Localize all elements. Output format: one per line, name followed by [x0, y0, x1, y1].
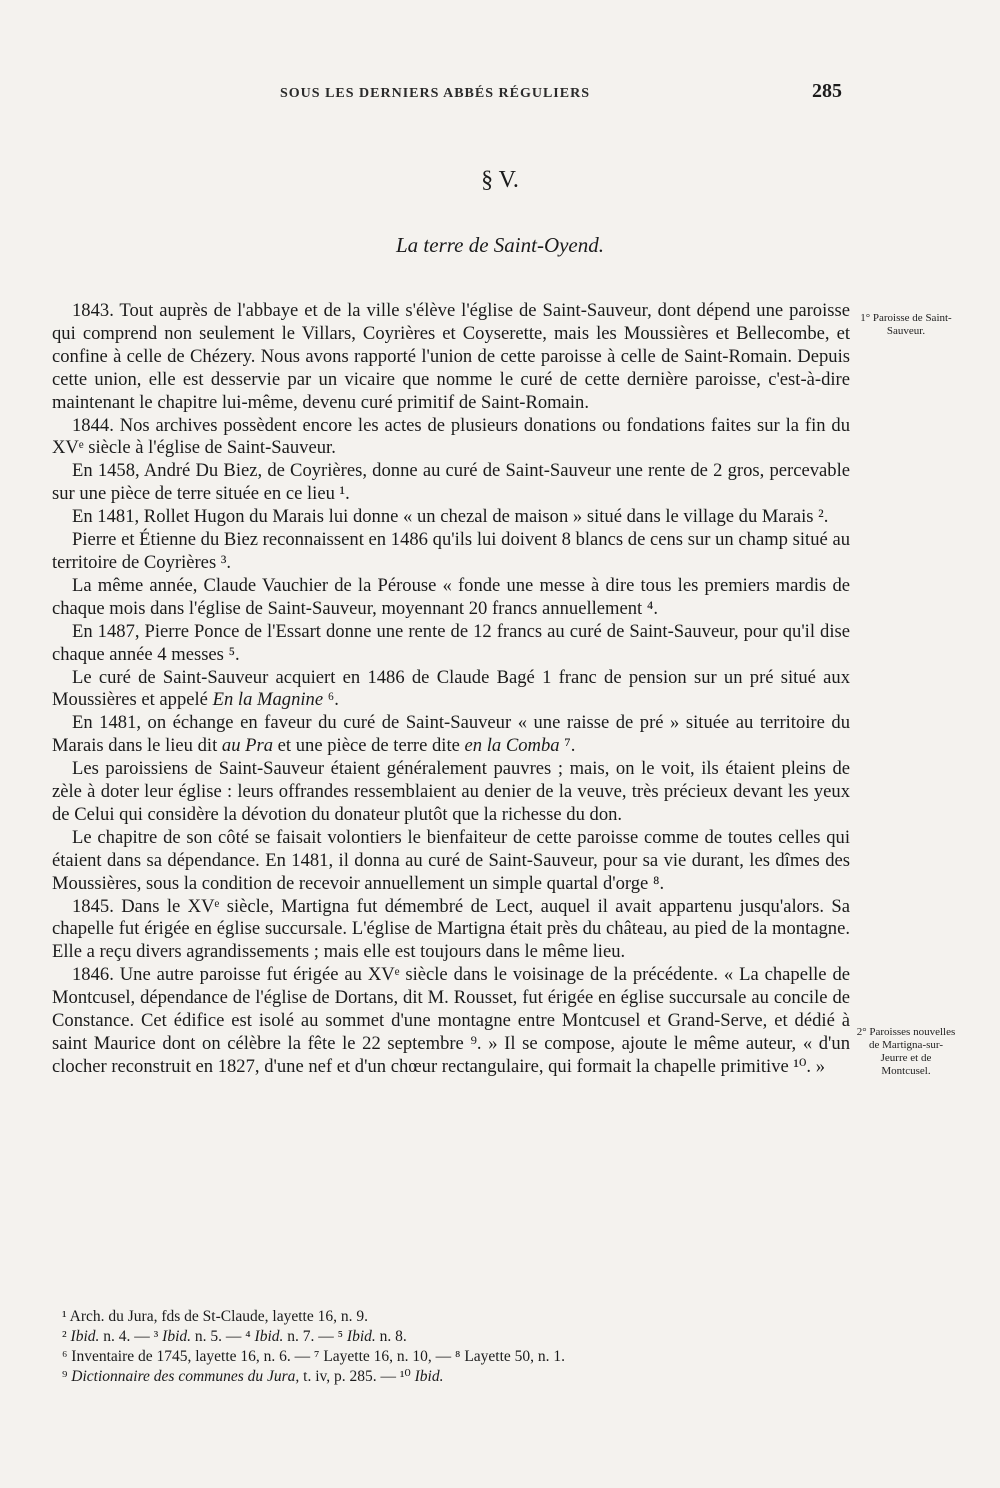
italic-place-name: en la Comba	[464, 735, 560, 757]
paragraph-1458: En 1458, André Du Biez, de Coyrières, donne au curé de Saint-Sauveur une rente de 2 gros, percevable sur une pièce de terre située en ce lieu ¹.	[52, 460, 850, 505]
paragraph-1486-bage	[52, 667, 850, 713]
book-title: Dictionnaire des communes du Jura,	[71, 1368, 300, 1385]
text-segment: et une pièce de terre dite	[273, 735, 465, 757]
text-segment: ⁷.	[559, 735, 576, 757]
paragraph-1844: 1844. Nos archives possèdent encore les actes de plusieurs donations ou fondations faites sur la fin du XVᵉ siècle à l'église de Saint-Sauveur.	[52, 414, 850, 459]
section-title: La terre de Saint-Oyend.	[395, 233, 604, 257]
margin-note-paroisses-nouvelles: 2° Paroisses nouvelles de Martigna-sur-Jeurre et de Montcusel.	[856, 1026, 956, 1077]
text-segment: t. iv, p. 285. — ¹⁰	[299, 1368, 415, 1385]
footnote-2-5	[62, 1327, 822, 1347]
footnote-1: ¹ Arch. du Jura, fds de St-Claude, layette 16, n. 9.	[62, 1308, 368, 1325]
text-segment: ²	[62, 1328, 71, 1345]
text-segment: n. 4. — ³	[99, 1328, 163, 1345]
paragraph-1481-marais: En 1481, Rollet Hugon du Marais lui donne « un chezal de maison » situé dans le village du Marais ².	[72, 506, 829, 528]
text-segment: ⁶.	[323, 689, 339, 711]
text-segment: ⁹	[62, 1368, 72, 1385]
paragraph-1846: 1846. Une autre paroisse fut érigée au XVᵉ siècle dans le voisinage de la précédente. « La chapelle de Montcusel, dépendance de l'église de Dortans, dit M. Rousset, fut érigée en église succursale au concile de Constance. Cet édifice est isolé au sommet d'une montagne entre Montcusel et Grand-Serve, et dédié à saint Maurice dont on célèbre la fête le 22 septembre ⁹. » Il se compose, ajoute le même auteur, « d'un clocher reconstruit en 1827, d'une nef et d'un chœur rectangulaire, qui formait la chapelle primitive ¹⁰. »	[52, 964, 850, 1077]
footnotes	[62, 1307, 822, 1387]
text-segment: n. 8.	[375, 1328, 407, 1345]
paragraph-chapitre: Le chapitre de son côté se faisait volontiers le bienfaiteur de cette paroisse comme de toutes celles qui étaient dans sa dépendance. En 1481, il donna au curé de Saint-Sauveur, pour sa vie durant, les dîmes des Moussières, sous la condition de recevoir annuellement un simple quartal d'orge ⁸.	[52, 826, 850, 894]
italic-place-name: au Pra	[221, 735, 274, 757]
margin-note-paroisse-saint-sauveur: 1° Paroisse de Saint-Sauveur.	[860, 312, 952, 337]
running-title: SOUS LES DERNIERS ABBÉS RÉGULIERS	[280, 86, 590, 101]
footnote-9-10	[62, 1367, 822, 1387]
paragraph-1487: En 1487, Pierre Ponce de l'Essart donne une rente de 12 francs au curé de Saint-Sauveur, pour qu'il dise chaque année 4 messes ⁵.	[52, 620, 850, 665]
text-segment: n. 5. — ⁴	[191, 1328, 255, 1345]
page-number: 285	[812, 80, 842, 102]
text-segment: n. 7. — ⁵	[283, 1328, 347, 1345]
section-mark: § V.	[481, 167, 519, 193]
italic-place-name: En la Magnine	[212, 689, 324, 711]
text-segment: En 1481, on échange en faveur du curé de Saint-Sauveur « une raisse de pré » située au territoire du Marais dans le lieu dit	[52, 712, 850, 757]
ibid: Ibid.	[346, 1328, 376, 1345]
ibid: Ibid.	[254, 1328, 284, 1345]
paragraph-meme-annee: La même année, Claude Vauchier de la Pérouse « fonde une messe à dire tous les premiers mardis de chaque mois dans l'église de Saint-Sauveur, moyennant 20 francs annuellement ⁴.	[52, 574, 850, 619]
ibid: Ibid.	[162, 1328, 191, 1345]
paragraph-1486-biez: Pierre et Étienne du Biez reconnaissent en 1486 qu'ils lui doivent 8 blancs de cens sur un champ situé au territoire de Coyrières ³.	[52, 529, 850, 573]
text-segment: Le curé de Saint-Sauveur acquiert en 1486 de Claude Bagé 1 franc de pension sur un pré situé aux Moussières et appelé	[52, 666, 850, 711]
paragraph-1843: 1843. Tout auprès de l'abbaye et de la ville s'élève l'église de Saint-Sauveur, dont dépend une paroisse qui comprend non seulement le Villars, Coyrières et Coyserette, mais les Moussières et Bellecombe, et confine à celle de Chézery. Nous avons rapporté l'union de cette paroisse à celle de Saint-Romain. Depuis cette union, elle est desservie par un vicaire que nomme le curé de cette dernière paroisse, c'est-à-dire maintenant le chapitre lui-même, devenu curé primitif de Saint-Romain.	[52, 300, 850, 413]
body-text	[52, 300, 850, 1079]
paragraph-1481-echange	[52, 712, 850, 758]
ibid: Ibid.	[70, 1328, 100, 1345]
running-head	[0, 80, 1000, 110]
ibid: Ibid.	[414, 1368, 444, 1385]
footnote-6-8: ⁶ Inventaire de 1745, layette 16, n. 6. — ⁷ Layette 16, n. 10, — ⁸ Layette 50, n. 1.	[62, 1348, 566, 1365]
paragraph-1845: 1845. Dans le XVᵉ siècle, Martigna fut démembré de Lect, auquel il avait appartenu jusqu'alors. Sa chapelle fut érigée en église succursale. L'église de Martigna était près du château, au pied de la montagne. Elle a reçu divers agrandissements ; mais elle est toujours dans le même lieu.	[52, 895, 850, 963]
paragraph-paroissiens: Les paroissiens de Saint-Sauveur étaient généralement pauvres ; mais, on le voit, ils étaient pleins de zèle à doter leur église : leurs offrandes ressemblaient au denier de la veuve, très précieux devant les yeux de Celui qui considère la dévotion du donateur plutôt que la richesse du don.	[52, 758, 850, 825]
